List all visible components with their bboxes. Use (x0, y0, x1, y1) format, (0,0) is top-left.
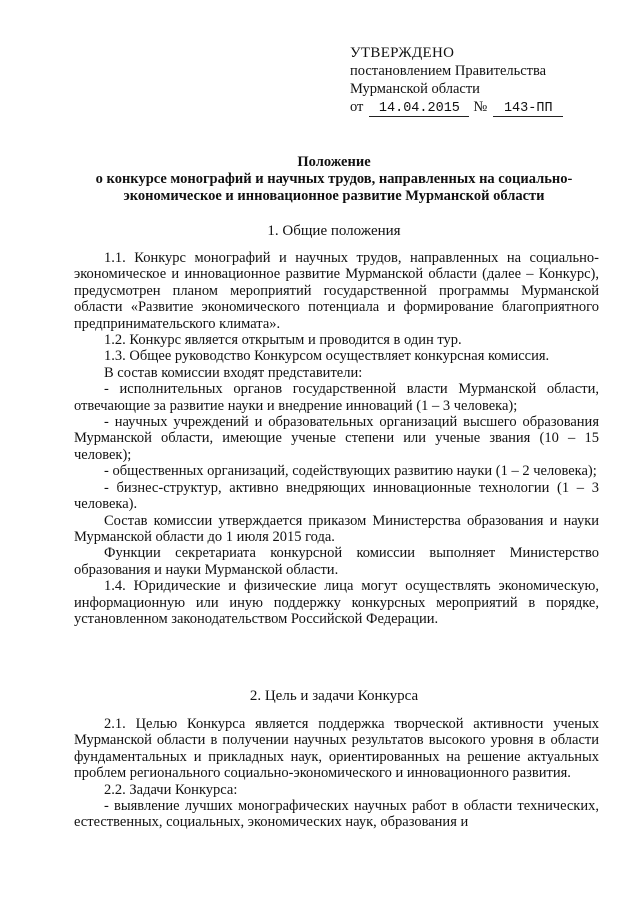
date-prefix: от (350, 99, 364, 115)
paragraph-committee-intro: В состав комиссии входят представители: (104, 364, 363, 381)
approval-line-1: постановлением Правительства (350, 63, 547, 79)
section-1-body (74, 250, 599, 627)
paragraph-1-4: 1.4. Юридические и физические лица могут осуществлять экономическую, информационную или иную поддержку конкурсных мероприятий в порядке, установленном законодательством Российской Федерации. (74, 578, 599, 627)
paragraph-secretariat: Функции секретариата конкурсной комиссии выполняет Министерство образования и науки Мурманской области. (74, 545, 599, 578)
section-2-body (74, 716, 599, 831)
document-title (60, 154, 608, 205)
paragraph-committee-approval: Состав комиссии утверждается приказом Министерства образования и науки Мурманской области до 1 июля 2015 года. (74, 512, 599, 545)
number-prefix: № (473, 99, 488, 115)
list-item-authorities: - исполнительных органов государственной власти Мурманской области, отвечающие за развитие науки и внедрение инноваций (1 – 3 человека); (74, 381, 599, 414)
title-line-3: экономическое и инновационное развитие Мурманской области (123, 188, 545, 204)
approval-heading: УТВЕРЖДЕНО (350, 45, 455, 61)
list-item-public-orgs: - общественных организаций, содействующих развитию науки (1 – 2 человека); (104, 463, 597, 480)
approval-date: 14.04.2015 (369, 101, 469, 117)
title-line-2: о конкурсе монографий и научных трудов, направленных на социально- (95, 171, 573, 187)
approval-number: 143-ПП (493, 101, 563, 117)
list-item-scientific: - научных учреждений и образовательных организаций высшего образования Мурманской области, имеющие ученые степени или ученые звания (10 – 15 человек); (74, 414, 599, 463)
list-item-business: - бизнес-структур, активно внедряющих инновационные технологии (1 – 3 человека). (74, 479, 599, 513)
section-1-heading: 1. Общие положения (267, 223, 401, 239)
paragraph-1-2: 1.2. Конкурс является открытым и проводится в один тур. (104, 332, 462, 349)
paragraph-1-1: 1.1. Конкурс монографий и научных трудов, направленных на социально-экономическое и инновационное развитие Мурманской области (далее – Конкурс), предусмотрен планом мероприятий государственной программы Мурманской области «Развитие экономического потенциала и формирование благоприятного предпринимательского климата». (74, 250, 599, 332)
paragraph-2-1: 2.1. Целью Конкурса является поддержка творческой активности ученых Мурманской области в получении научных результатов высокого уровня в области фундаментальных и прикладных наук, ориентированных на решение актуальных проблем регионального социально-экономического и инновационного развития. (74, 716, 599, 782)
approval-line-2: Мурманской области (350, 81, 480, 97)
title-line-1: Положение (297, 154, 371, 170)
section-2-heading: 2. Цель и задачи Конкурса (249, 688, 419, 704)
paragraph-1-3: 1.3. Общее руководство Конкурсом осуществляет конкурсная комиссия. (104, 348, 550, 365)
paragraph-2-2: 2.2. Задачи Конкурса: (104, 781, 238, 798)
approval-stamp (350, 44, 600, 117)
approval-date-line (350, 98, 600, 117)
list-item-identification: - выявление лучших монографических научных работ в области технических, естественных, социальных, экономических наук, образования и (74, 798, 599, 831)
